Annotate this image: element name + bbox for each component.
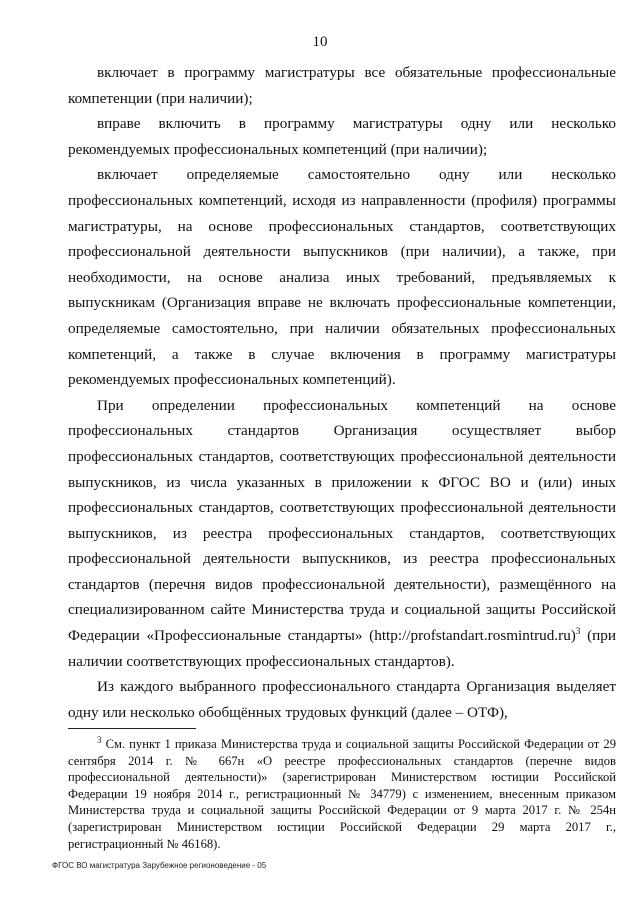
page-number: 10: [312, 34, 328, 50]
paragraph-mandatory-competencies: включает в программу магистратуры все обязательные профессиональные компетенции (при наличии);: [68, 64, 616, 107]
standards-text: При определении профессиональных компетенций на основе профессиональных стандартов Организация осуществляет выбор профессиональных стандартов, соответствующих профессиональной деятельности выпускников, из числа указанных в приложении к ФГОС ВО и (или) иных профессиональных стандартов, соответствующих профессиональной деятельности выпускников, из реестра профессиональных стандартов, соответствующих профессиональной деятельности выпускников, из реестра профессиональных стандартов (перечня видов профессиональной деятельности), размещённого на специализированном сайте Министерства труда и социальной защиты Российской Федерации «Профессиональные стандарты» (http://profstandart.rosmintrud.ru): [68, 396, 616, 645]
page-footer: ФГОС ВО магистратура Зарубежное регионоведение - 05: [52, 861, 267, 870]
standards-tail: (при наличии соответствующих профессиональных стандартов).: [68, 627, 616, 670]
footnote-marker: 3: [97, 734, 102, 745]
document-body: [68, 60, 616, 725]
footnote-text: См. пункт 1 приказа Министерства труда и социальной защиты Российской Федерации от 29 сентября 2014 г. № 667н «О реестре профессиональных стандартов (перечне видов профессиональной деятельности)» (зарегистрирован Министерством юстиции Российской Федерации 19 ноября 2014 г., регистрационный № 34779) с изменением, внесенным приказом Министерства труда и социальной защиты Российской Федерации от 9 марта 2017 г. № 254н (зарегистрирован Министерством юстиции Российской Федерации 29 марта 2017 г., регистрационный № 46168).: [68, 737, 616, 851]
footnotes: [68, 736, 616, 852]
paragraph-self-defined-competencies: включает определяемые самостоятельно одну или несколько профессиональных компетенций, исходя из направленности (профиля) программы магистратуры, на основе профессиональных стандартов, соответствующих профессиональной деятельности выпускников (при наличии), а также, при необходимости, на основе анализа иных требований, предъявляемых к выпускникам (Организация вправе не включать профессиональные компетенции, определяемые самостоятельно, при наличии обязательных профессиональных компетенций, а также в случае включения в программу магистратуры рекомендуемых профессиональных компетенций).: [68, 166, 616, 389]
footnote-reference[interactable]: 3: [575, 626, 581, 636]
footnote-separator: [68, 728, 196, 729]
paragraph-standards-selection: [68, 393, 616, 675]
paragraph-generalized-functions: Из каждого выбранного профессионального стандарта Организация выделяет одну или несколько обобщённых трудовых функций (далее – ОТФ),: [68, 678, 616, 721]
paragraph-recommended-competencies: вправе включить в программу магистратуры одну или несколько рекомендуемых профессиональных компетенций (при наличии);: [68, 115, 616, 158]
footnote-3: [68, 736, 616, 852]
